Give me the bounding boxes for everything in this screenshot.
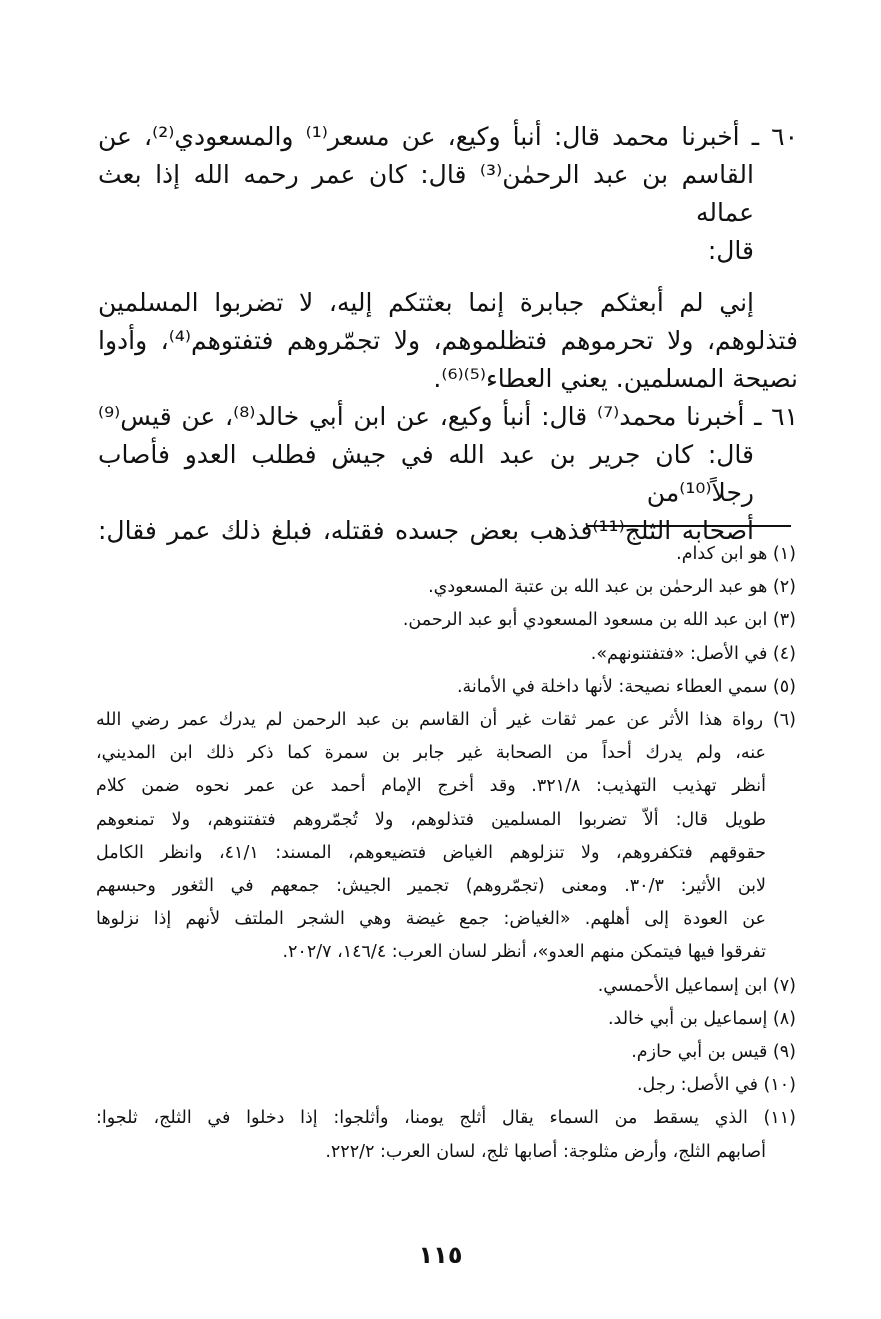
quoted-text-line: إني لم أبعثكم جبابرة إنما بعثتكم إليه، لا تضربوا المسلمين [98,288,754,317]
text-line: أصحابه الثلج⁽¹¹⁾فذهب بعض جسده فقتله، فبلغ ذلك عمر فقال: [98,516,754,545]
footnote-continuation: طويل قال: ألاّ تضربوا المسلمين فتذلوهم، ولا تُجمّروهم فتفتنوهم، ولا تمنعوهم [96,809,766,830]
footnote: (١١) الذي يسقط من السماء يقال أثلج يومنا، وأثلجوا: إذا دخلوا في الثلج، ثلجوا: [96,1108,796,1129]
footnotes [96,538,796,1169]
quoted-text-line: نصيحة المسلمين. يعني العطاء⁽⁵⁾⁽⁶⁾. [433,364,798,393]
text-line: قال: كان جرير بن عبد الله في جيش فطلب العدو فأصاب رجلاً⁽¹⁰⁾من [98,440,754,507]
footnote-continuation: عن العودة إلى أهلهم. «الغياض: جمع غيضة وهي الشجر الملتف لأنهم إذا نزلوها [96,909,766,930]
footnote-continuation: أنظر تهذيب التهذيب: ٣٢١/٨. وقد أخرج الإمام أحمد عن عمر نحوه ضمن كلام [96,776,766,797]
footnote-divider [586,525,791,527]
footnote-continuation: حقوقهم فتكفروهم، ولا تنزلوهم الغياض فتضيعوهم، المسند: ٤١/١، وانظر الكامل [96,842,767,863]
footnote: (٥) سمي العطاء نصيحة: لأنها داخلة في الأمانة. [456,676,796,697]
footnote: (٧) ابن إسماعيل الأحمسي. [597,975,796,996]
footnote: (٣) ابن عبد الله بن مسعود المسعودي أبو عبد الرحمن. [402,610,796,631]
quoted-text-line: فتذلوهم، ولا تحرموهم فتظلموهم، ولا تجمّروهم فتفتوهم⁽⁴⁾، وأدوا [98,326,798,355]
footnote-continuation: عنه، ولم يدرك أحداً من الصحابة غير جابر بن سمرة كما ذكر ذلك ابن المديني، [96,743,766,764]
footnote: (٦) رواة هذا الأثر عن عمر ثقات غير أن القاسم بن عبد الرحمن لم يدرك عمر رضي الله [96,710,796,731]
footnote: (١٠) في الأصل: رجل. [636,1075,796,1096]
text-line: القاسم بن عبد الرحمٰن⁽³⁾ قال: كان عمر رحمه الله إذا بعث عماله [98,160,754,227]
text-line: ٦٠ ـ أخبرنا محمد قال: أنبأ وكيع، عن مسعر⁽¹⁾ والمسعودي⁽²⁾، عن [98,122,798,151]
main-text [98,118,798,550]
footnote-continuation: تفرقوا فيها فيتمكن منهم العدو»، أنظر لسان العرب: ١٤٦/٤، ٢٠٢/٧. [282,942,766,963]
footnote: (٩) قيس بن أبي حازم. [631,1042,796,1063]
text-line: قال: [707,236,754,265]
footnote: (١) هو ابن كدام. [676,544,796,564]
footnote-continuation: أصابهم الثلج، وأرض مثلوجة: أصابها ثلج، لسان العرب: ٢٢٢/٢. [325,1141,766,1162]
footnote: (٢) هو عبد الرحمٰن بن عبد الله بن عتبة المسعودي. [428,577,796,598]
footnote-continuation: لابن الأثير: ٣٠/٣. ومعنى (تجمّروهم) تجمير الجيش: جمعهم في الثغور وحبسهم [96,876,766,897]
footnote: (٤) في الأصل: «فتفتنونهم». [590,643,796,664]
footnote: (٨) إسماعيل بن أبي خالد. [607,1008,796,1029]
page-number: ١١٥ [418,1241,463,1269]
text-line: ٦١ ـ أخبرنا محمد⁽⁷⁾ قال: أنبأ وكيع، عن ابن أبي خالد⁽⁸⁾، عن قيس⁽⁹⁾ [98,402,798,431]
